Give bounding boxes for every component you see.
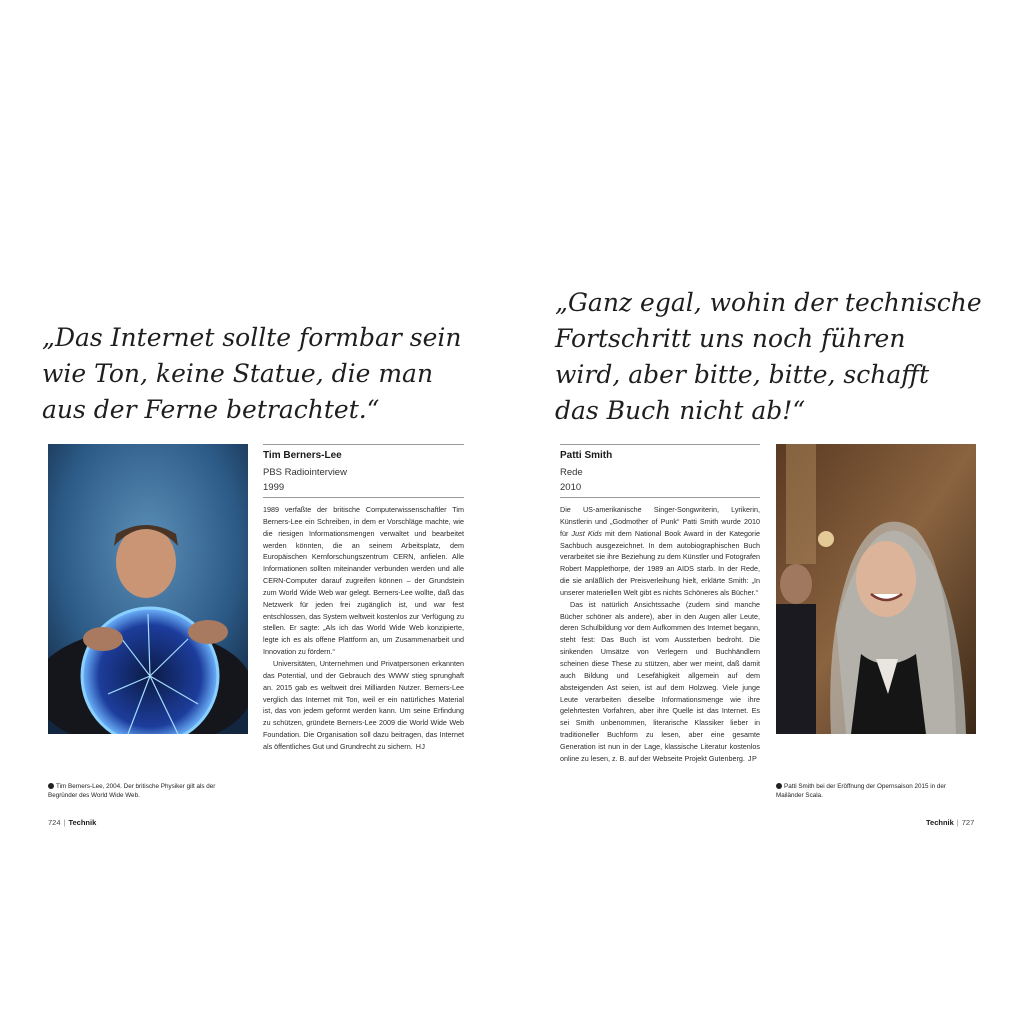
paragraph (560, 504, 760, 599)
page-footer (48, 818, 96, 827)
paragraph-text: Die US-amerikanische Singer-Songwriterin, Lyrikerin, Künstlerin und „Godmother of Punk“ Patti Smith wurde 2010 für (560, 505, 760, 538)
paragraph (560, 599, 760, 765)
paragraph-text: Universitäten, Unternehmen und Privatpersonen erkannten das Potential, und der Gebrauch des WWW stieg sprunghaft an. 2015 gab es weltweit drei Milliarden Nutzer. Berners-Lee verglich das Internet mit Ton, weil er ein natürliches Material ist, das von jedem geformt werden kann. Um seine Erfindung zu schützen, gründete Berners-Lee 2009 die World Wide Web Foundation. Die Organisation soll dazu beitragen, das Internet als öffentliches Gut und Grundrecht zu sichern. (263, 658, 464, 751)
footer-separator: | (63, 818, 66, 827)
page-footer (926, 818, 974, 827)
photo-caption (776, 782, 971, 800)
footer-separator: | (956, 818, 959, 827)
photo-caption (48, 782, 238, 800)
paragraph (263, 658, 464, 753)
camera-icon (776, 783, 782, 789)
quote-line: „Das Internet sollte formbar sein (42, 323, 462, 352)
paragraph-text: mit dem National Book Award in der Kategorie Sachbuch ausgezeichnet. In dem autobiographischen Buch verarbeitet sie ihre Beziehung zu dem Künstler und Fotografen Robert Mapplethorpe, der 1989 an AIDS starb. In der Rede, die sie anläßlich der Preisverleihung hielt, erklärte Smith: „In unserer materiellen Welt gibt es nichts Schöneres als Bücher.“ (560, 528, 760, 597)
paragraph: 1989 verfaßte der britische Computerwissenschaftler Tim Berners-Lee ein Schreiben, in dem er Vorschläge machte, wie die riesigen Informationsmengen verwaltet und bearbeitet werden könnten, die an seinem Arbeitsplatz, dem Europäischen Kernforschungszentrum CERN, anfielen. Alle Informationen sollten miteinander verbunden werden und alle CERN-Computer darauf zugreifen können – der Grundstein zum World Wide Web war gelegt. Berners-Lee wollte, daß das Netzwerk für jeden frei zugänglich ist, und war fest entschlossen, das System weltweit kostenlos zur Verfügung zu stellen. Er sagte: „Als ich das World Wide Web konzipierte, legte ich es als offene Plattform an, um Zusammenarbeit und Innovation zu fördern.“ (263, 505, 464, 657)
person-name: Tim Berners-Lee (263, 450, 342, 461)
page-number: 724 (48, 818, 61, 827)
left-article-text (263, 504, 464, 753)
portrait-image (776, 444, 976, 734)
caption-text: Patti Smith bei der Eröffnung der Opernsaison 2015 in der Mailänder Scala. (776, 783, 946, 799)
year: 2010 (560, 482, 582, 493)
berners-lee-photo (48, 444, 248, 734)
source: Rede (560, 467, 583, 478)
year: 1999 (263, 482, 285, 493)
quote-line: wird, aber bitte, bitte, schafft (555, 360, 929, 389)
quote-line: aus der Ferne betrachtet.“ (42, 395, 380, 424)
right-article-text (560, 504, 760, 765)
author-initials: JP (747, 753, 758, 763)
camera-icon (48, 783, 54, 789)
portrait-image (48, 444, 248, 734)
person-name: Patti Smith (560, 450, 613, 461)
page-number: 727 (961, 818, 975, 827)
caption-text: Tim Berners-Lee, 2004. Der britische Physiker gilt als der Begründer des World Wide Web. (48, 783, 216, 799)
quote-line: Fortschritt uns noch führen (555, 324, 906, 353)
right-quote (555, 285, 982, 429)
section-name: Technik (68, 818, 97, 827)
divider (560, 444, 760, 445)
divider (263, 444, 464, 445)
quote-line: das Buch nicht ab!“ (555, 396, 806, 425)
divider (263, 497, 464, 498)
book-title: Just Kids (571, 528, 602, 538)
source: PBS Radiointerview (263, 467, 347, 478)
right-page (512, 0, 1024, 1024)
left-quote (42, 320, 461, 428)
author-initials: HJ (415, 741, 426, 751)
quote-line: wie Ton, keine Statue, die man (42, 359, 434, 388)
patti-smith-photo (776, 444, 976, 734)
quote-line: „Ganz egal, wohin der technische (555, 288, 982, 317)
section-name: Technik (926, 818, 954, 827)
paragraph-text: Das ist natürlich Ansichtssache (zudem sind manche Bücher schöner als andere), aber in den Augen aller Leute, deren Schulbildung vor dem Aufkommen des Internet begann, steht fest: Das Buch ist vom Aussterben bedroht. Die sinkenden Umsätze von Verlegern und Buchhändlern scheinen diese These zu stützen, aber wer meint, daß damit auch Bildung und Lesefähigkeit allgemein auf dem absteigenden Ast seien, ist auf dem Holzweg. Viele junge Leute verarbeiten dieselbe Informationsmenge wie ihre gelehrtesten Vorfahren, aber ihre Quelle ist das Internet. Es sei Smith unbenommen, literarische Klassiker lieber in traditioneller Buchform zu lesen, aber eine gesamte Generation ist nun in der Lage, klassische Literatur kostenlos online zu lesen, z. B. auf der Webseite Projekt Gutenberg. (560, 599, 760, 763)
divider (560, 497, 760, 498)
